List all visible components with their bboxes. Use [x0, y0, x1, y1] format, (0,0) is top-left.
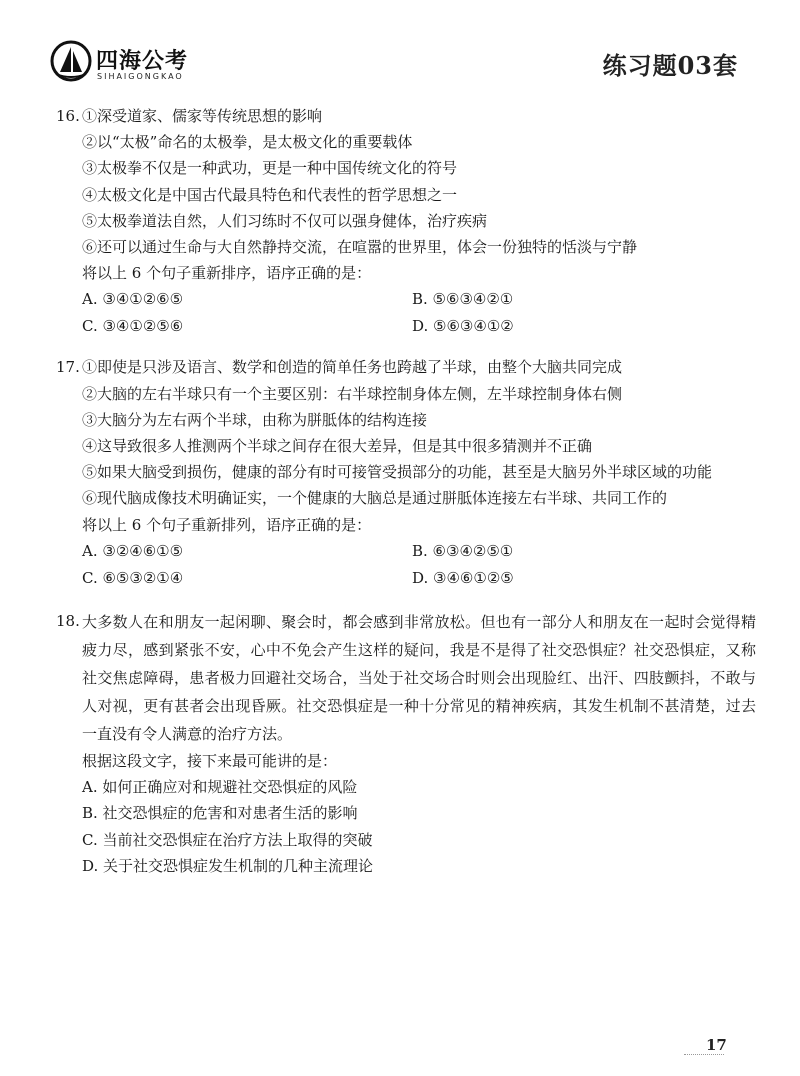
question-18 — [56, 608, 756, 880]
option-a[interactable]: A. ③④①②⑥⑤ — [82, 290, 184, 309]
question-16 — [56, 103, 756, 340]
option-a[interactable]: A. ③②④⑥①⑤ — [82, 541, 184, 560]
option-c[interactable]: C. 当前社交恐惧症在治疗方法上取得的突破 — [82, 830, 373, 849]
brand-name: 四海公考 — [96, 49, 189, 74]
brand-subtitle: SIHAIGONGKAO — [97, 72, 184, 81]
sentence-line: ⑤太极拳道法自然，人们习练时不仅可以强身健体，治疗疾病 — [82, 211, 488, 230]
option-d[interactable]: D. 关于社交恐惧症发生机制的几种主流理论 — [82, 857, 374, 876]
question-number: 18. — [56, 611, 80, 630]
question-content — [56, 103, 756, 880]
sentence-line: ①即使是只涉及语言、数学和创造的简单任务也跨越了半球，由整个大脑共同完成 — [82, 358, 623, 377]
option-d[interactable]: D. ⑤⑥③④①② — [412, 317, 514, 336]
question-prompt: 将以上 6 个句子重新排列，语序正确的是： — [82, 515, 372, 534]
sentence-line: ③大脑分为左右两个半球，由称为胼胝体的结构连接 — [82, 410, 428, 429]
sentence-line: ②大脑的左右半球只有一个主要区别：右半球控制身体左侧，左半球控制身体右侧 — [82, 384, 623, 403]
question-17 — [56, 354, 756, 591]
option-b[interactable]: B. 社交恐惧症的危害和对患者生活的影响 — [82, 804, 358, 823]
question-number: 16. — [56, 107, 80, 125]
sentence-line: ⑥现代脑成像技术明确证实，一个健康的大脑总是通过胼胝体连接左右半球、共同工作的 — [82, 489, 668, 508]
page-number: 17 — [706, 1036, 727, 1054]
sailboat-logo-icon — [50, 40, 92, 82]
sentence-line: ②以“太极”命名的太极拳，是太极文化的重要载体 — [82, 133, 413, 152]
option-b[interactable]: B. ⑤⑥③④②① — [412, 290, 514, 309]
question-number: 17. — [56, 358, 80, 377]
practice-set-label: 练习题03套 — [602, 51, 738, 80]
sentence-line: ④太极文化是中国古代最具特色和代表性的哲学思想之一 — [82, 185, 458, 204]
sentence-line: ⑥还可以通过生命与大自然静持交流，在喧嚣的世界里，体会一份独特的恬淡与宁静 — [82, 238, 638, 257]
sentence-line: ①深受道家、儒家等传统思想的影响 — [82, 107, 323, 125]
answer-options — [82, 774, 756, 880]
page-header — [0, 0, 800, 100]
question-prompt: 根据这段文字，接下来最可能讲的是： — [82, 751, 338, 770]
option-a[interactable]: A. 如何正确应对和规避社交恐惧症的风险 — [82, 778, 358, 797]
brand-logo — [50, 40, 240, 90]
option-c[interactable]: C. ⑥⑤③②①④ — [82, 568, 184, 587]
answer-options — [82, 538, 756, 592]
sentence-line: ③太极拳不仅是一种武功，更是一种中国传统文化的符号 — [82, 159, 458, 178]
option-c[interactable]: C. ③④①②⑤⑥ — [82, 317, 184, 336]
sentence-line: ⑤如果大脑受到损伤，健康的部分有时可接管受损部分的功能，甚至是大脑另外半球区域的功能 — [82, 463, 713, 482]
option-b[interactable]: B. ⑥③④②⑤① — [412, 541, 514, 560]
footer-divider — [684, 1054, 724, 1055]
sentence-line: ④这导致很多人推测两个半球之间存在很大差异，但是其中很多猜测并不正确 — [82, 437, 593, 456]
passage-text: 大多数人在和朋友一起闲聊、聚会时，都会感到非常放松。但也有一部分人和朋友在一起时会觉得精疲力尽，感到紧张不安，心中不免会产生这样的疑问，我是不是得了社交恐惧症？社交恐惧症，又称社交焦虑障碍，患者极力回避社交场合，当处于社交场合时则会出现脸红、出汗、四肢颤抖，不敢与人对视，更有甚者会出现昏厥。社交恐惧症是一种十分常见的精神疾病，其发生机制不甚清楚，过去一直没有令人满意的治疗方法。 — [82, 612, 756, 743]
option-d[interactable]: D. ③④⑥①②⑤ — [412, 568, 514, 587]
answer-options — [82, 286, 756, 340]
question-prompt: 将以上 6 个句子重新排序，语序正确的是： — [82, 264, 372, 283]
